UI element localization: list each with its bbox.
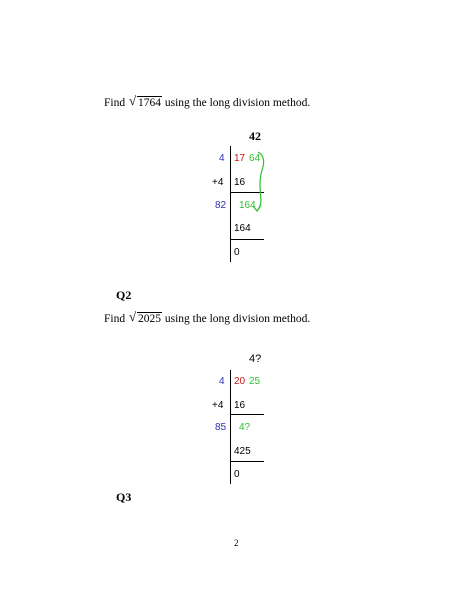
q1-line-2: [231, 239, 264, 240]
q1-prompt-tail: using the long division method.: [164, 97, 311, 109]
q2-sub-1: 16: [234, 400, 246, 411]
q2-pair-1: 20: [234, 376, 246, 387]
page-number: 2: [234, 538, 239, 548]
q1-bring-down-arrow-icon: [240, 150, 270, 214]
q1-pair-1: 17: [234, 153, 246, 164]
q1-remainder: 0: [234, 247, 240, 258]
q2-divisor-1: 4: [219, 376, 225, 387]
q1-plus: +4: [212, 177, 224, 188]
q2-pair-2: 25: [249, 376, 261, 387]
q2-prompt-tail: using the long division method.: [164, 313, 311, 325]
q2-remainder: 0: [234, 469, 240, 480]
q1-bring-down: 164: [239, 200, 256, 211]
q2-quotient: 4?: [249, 353, 262, 365]
q1-prompt: [104, 93, 311, 109]
q2-radicand: 2025: [137, 313, 161, 325]
q2-bring-down: 4?: [239, 422, 251, 433]
q3-heading: Q3: [116, 490, 132, 504]
q2-prompt-lead: Find: [104, 313, 126, 325]
q1-prompt-lead: Find: [104, 97, 126, 109]
q2-vertical-bar: [230, 370, 231, 484]
q2-sqrt: [128, 309, 162, 325]
q2-prompt: [104, 309, 311, 325]
q1-divisor-1: 4: [219, 153, 225, 164]
q2-line-1: [231, 414, 264, 415]
q2-heading: Q2: [116, 288, 132, 302]
radical-icon: √: [128, 309, 137, 324]
q1-divisor-2: 82: [215, 200, 227, 211]
q1-sub-1: 16: [234, 177, 246, 188]
q1-sqrt: [128, 93, 162, 109]
q2-line-2: [231, 461, 264, 462]
q2-sub-2: 425: [234, 446, 251, 457]
radical-icon: √: [128, 93, 137, 108]
q1-pair-2: 64: [249, 153, 261, 164]
q1-vertical-bar: [230, 146, 231, 262]
q1-quotient: 42: [249, 129, 261, 143]
q1-radicand: 1764: [137, 97, 161, 109]
q2-plus: +4: [212, 400, 224, 411]
q2-divisor-2: 85: [215, 422, 227, 433]
q1-sub-2: 164: [234, 223, 251, 234]
